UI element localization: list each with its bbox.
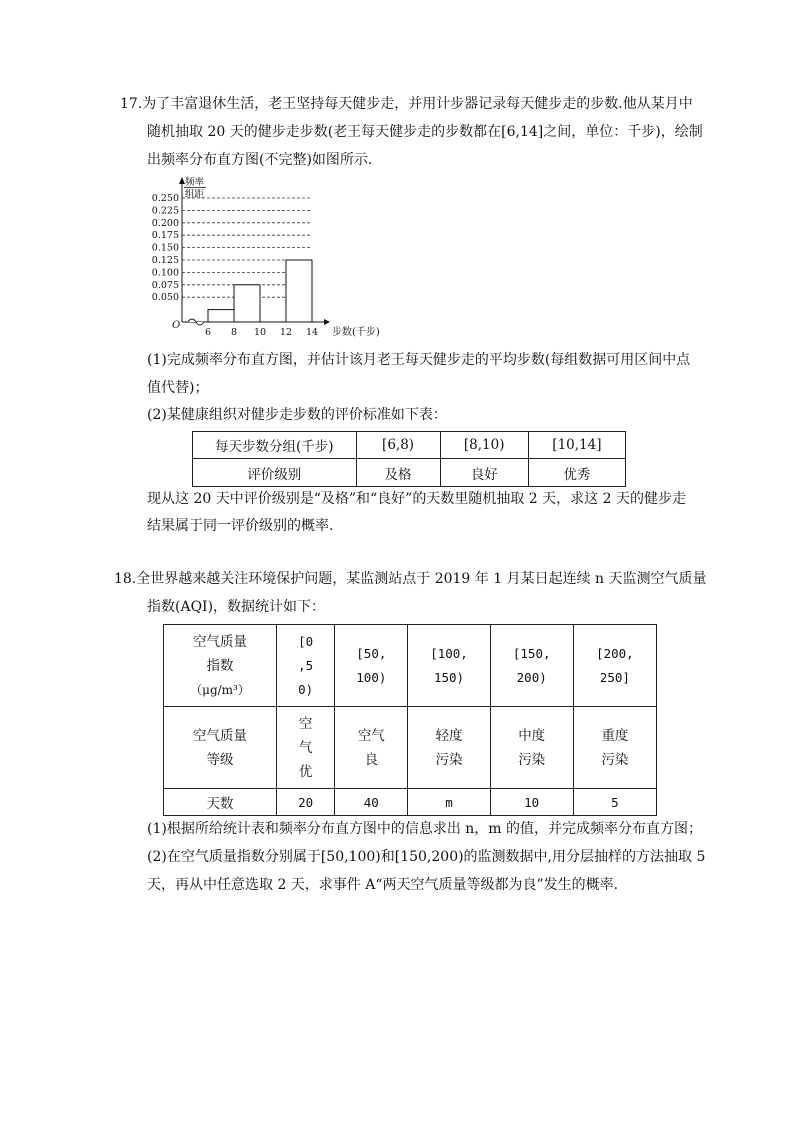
q18-table-cell: 40 <box>335 789 408 816</box>
cell-line: （μg/m³） <box>190 682 250 697</box>
cell-line: [150, <box>512 645 551 661</box>
q18-table-grade-row <box>164 707 657 789</box>
q18-line-1: 18.全世界越来越关注环境保护问题，某监测站点于 2019 年 1 月某日起连续 n 天监测空气质量 <box>114 571 707 587</box>
q17-table-header-row <box>193 432 626 459</box>
q18-table-cell <box>164 625 277 707</box>
q17-line-2: 随机抽取 20 天的健步走步数(老王每天健步走的步数都在[6,14]之间，单位：千步)，绘制 <box>147 124 703 140</box>
q17-table <box>192 431 626 487</box>
cell-line: 污染 <box>518 751 546 768</box>
y-tick-label: 0.200 <box>151 217 179 229</box>
q18-table-cell <box>408 625 490 707</box>
q18-table-cell <box>408 707 490 789</box>
y-tick-label: 0.050 <box>151 292 179 304</box>
histogram-bar <box>208 310 234 322</box>
q18-part2-line-1: (2)在空气质量指数分别属于[50,100)和[150,200)的监测数据中,用分层抽样的方法抽取 5 <box>147 849 706 865</box>
cell-line: [0 <box>298 633 314 649</box>
y-tick-label: 0.175 <box>151 230 179 242</box>
cell-line: 重度 <box>601 727 629 744</box>
y-tick-label: 0.250 <box>151 193 179 204</box>
y-tick-label: 0.100 <box>151 267 179 279</box>
q18-line-2: 指数(AQⅠ)，数据统计如下： <box>147 599 326 615</box>
q18-table-cell: 5 <box>573 789 656 816</box>
q17-table-cell: 评价级别 <box>193 459 357 487</box>
cell-line: 轻度 <box>435 727 463 744</box>
q18-table-cell <box>277 707 335 789</box>
y-tick-label: 0.075 <box>151 279 179 291</box>
q18-table-days-row <box>164 789 657 816</box>
q18-part1: (1)根据所给统计表和频率分布直方图中的信息求出 n，m 的值，并完成频率分布直方图； <box>147 821 703 837</box>
origin-label: O <box>172 320 181 331</box>
q18-table-cell <box>573 625 656 707</box>
x-tick-label: 8 <box>230 327 238 338</box>
q17-line-3: 出频率分布直方图(不完整)如图所示. <box>147 152 373 168</box>
q18-table-cell <box>335 625 408 707</box>
histogram <box>146 174 406 342</box>
x-axis-label: 步数(千步) <box>332 327 380 338</box>
cell-line: ,5 <box>298 657 314 673</box>
q18-table-cell <box>573 707 656 789</box>
cell-line: 200) <box>516 669 547 685</box>
histogram-bar <box>286 260 312 322</box>
q17-part2-line-1: (2)某健康组织对健步走步数的评价标准如下表： <box>147 407 447 423</box>
cell-line: [50, <box>356 645 387 661</box>
histogram-bar <box>234 285 260 322</box>
q17-after-line-2: 结果属于同一评价级别的概率. <box>147 518 334 534</box>
q18-table-cell <box>164 707 277 789</box>
q18-table-cell <box>490 625 573 707</box>
q18-table-cell: 20 <box>277 789 335 816</box>
cell-line: 污染 <box>435 751 463 768</box>
q18-table-cell: 10 <box>490 789 573 816</box>
cell-line: 空气 <box>357 727 385 744</box>
cell-line: 250] <box>599 669 630 685</box>
q17-line-1: 17.为了丰富退休生活，老王坚持每天健步走，并用计步器记录每天健步走的步数.他从某月中 <box>120 96 693 112</box>
q17-part1-line-1: (1)完成频率分布直方图，并估计该月老王每天健步走的平均步数(每组数据可用区间中点 <box>147 352 691 368</box>
cell-line: 优 <box>298 763 313 780</box>
cell-line: 气 <box>298 739 313 756</box>
cell-line: 空气质量 <box>193 727 247 744</box>
q17-table-cell: [6,8) <box>356 432 440 459</box>
q18-table <box>163 624 657 816</box>
y-axis-label-bottom: 组距 <box>185 189 205 200</box>
q18-part2-line-2: 天，再从中任意选取 2 天，求事件 A“两天空气质量等级都为良”发生的概率. <box>147 877 619 893</box>
q18-table-cell: m <box>408 789 490 816</box>
x-tick-label: 12 <box>279 327 293 338</box>
q17-table-cell: 每天步数分组(千步) <box>193 432 357 459</box>
cell-line: 100) <box>356 669 387 685</box>
x-tick-label: 6 <box>204 327 212 338</box>
cell-line: 空 <box>298 715 313 732</box>
x-axis-arrow <box>324 319 330 325</box>
q17-table-cell: 优秀 <box>528 459 625 487</box>
cell-line: 空气质量 <box>193 633 247 650</box>
q18-table-cell <box>335 707 408 789</box>
q18-table-cell <box>490 707 573 789</box>
cell-line: 等级 <box>206 751 234 768</box>
q18-table-index-row <box>164 625 657 707</box>
cell-line: [200, <box>596 645 634 661</box>
cell-line: 污染 <box>601 751 629 768</box>
q17-table-cell: 及格 <box>356 459 440 487</box>
cell-line: 良 <box>364 751 379 768</box>
y-axis-label-top: 频率 <box>185 177 205 188</box>
cell-line: 指数 <box>206 657 234 674</box>
x-tick-label: 10 <box>253 327 267 338</box>
q17-table-cell: 良好 <box>440 459 528 487</box>
cell-line: 0) <box>298 681 314 697</box>
q17-table-rating-row <box>193 459 626 487</box>
q17-table-cell: [10,14] <box>528 432 625 459</box>
y-tick-label: 0.125 <box>151 255 179 266</box>
axis-break <box>188 319 204 325</box>
x-tick-label: 14 <box>305 327 319 338</box>
cell-line: 150) <box>433 669 465 685</box>
q17-table-cell: [8,10) <box>440 432 528 459</box>
q18-table-cell: 天数 <box>164 789 277 816</box>
q18-table-cell <box>277 625 335 707</box>
cell-line: 中度 <box>518 727 546 744</box>
cell-line: [100, <box>430 645 468 661</box>
y-tick-label: 0.150 <box>151 242 179 254</box>
q17-after-line-1: 现从这 20 天中评价级别是“及格”和“良好”的天数里随机抽取 2 天，求这 2 天的健步走 <box>147 491 686 507</box>
q17-part1-line-2: 值代替)； <box>147 380 209 396</box>
y-tick-label: 0.225 <box>151 205 179 217</box>
